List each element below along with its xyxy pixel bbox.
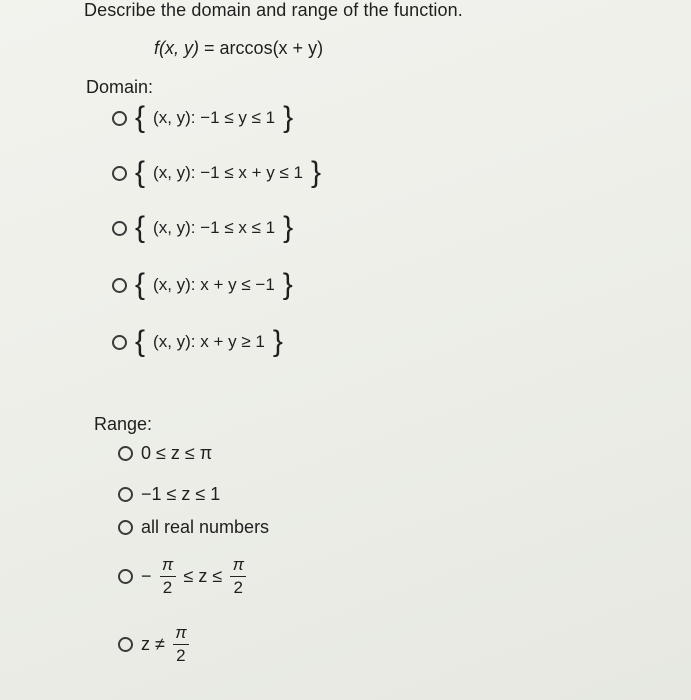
radio-button[interactable] <box>118 446 133 461</box>
range-option-2-text: −1 ≤ z ≤ 1 <box>141 484 221 504</box>
range-option-5[interactable] <box>118 624 189 665</box>
brace-close: } <box>311 156 322 189</box>
range-option-1[interactable] <box>118 443 212 464</box>
domain-option-4-text: (x, y): x + y ≤ −1 <box>153 275 275 294</box>
domain-option-2-text: (x, y): −1 ≤ x + y ≤ 1 <box>153 163 304 182</box>
fraction-denominator: 2 <box>233 577 244 597</box>
range-option-2[interactable] <box>118 484 220 505</box>
radio-button[interactable] <box>112 278 127 293</box>
brace-open: { <box>135 101 146 134</box>
brace-close: } <box>282 268 293 301</box>
domain-option-2[interactable] <box>112 158 321 188</box>
brace-close: } <box>283 101 294 134</box>
fraction-bar <box>160 576 176 577</box>
brace-open: { <box>135 325 146 358</box>
domain-option-5-text: (x, y): x + y ≥ 1 <box>153 332 265 351</box>
range-option-1-text: 0 ≤ z ≤ π <box>141 443 213 463</box>
minus-sign: − <box>141 565 152 586</box>
fraction-numerator: π <box>161 555 174 574</box>
fraction-numerator: π <box>175 623 187 642</box>
radio-button[interactable] <box>112 221 127 236</box>
radio-button[interactable] <box>112 335 127 350</box>
domain-option-1[interactable] <box>112 103 293 133</box>
fraction-denominator: 2 <box>162 577 173 597</box>
range-option-3[interactable] <box>118 517 269 538</box>
radio-button[interactable] <box>112 166 127 181</box>
fraction-numerator: π <box>232 555 244 574</box>
brace-open: { <box>135 211 146 244</box>
fraction-denominator: 2 <box>176 645 186 665</box>
domain-option-5[interactable] <box>112 327 283 357</box>
radio-button[interactable] <box>112 111 127 126</box>
range-option-3-text: all real numbers <box>141 517 270 537</box>
range-option-5-lhs: z ≠ <box>141 633 165 654</box>
fraction-bar <box>230 576 246 577</box>
radio-button[interactable] <box>118 520 133 535</box>
range-label: Range: <box>94 414 153 434</box>
fraction-bar <box>173 644 189 645</box>
inequality-middle: ≤ z ≤ <box>183 565 223 586</box>
brace-open: { <box>135 156 146 189</box>
radio-button[interactable] <box>118 487 133 502</box>
question-text: Describe the domain and range of the function. <box>84 0 463 20</box>
fraction-pi-over-2 <box>160 556 176 597</box>
domain-label: Domain: <box>86 77 154 97</box>
function-rhs: arccos(x + y) <box>219 38 324 58</box>
fraction-pi-over-2 <box>230 556 246 597</box>
range-option-4[interactable] <box>118 556 246 597</box>
domain-option-3[interactable] <box>112 213 293 243</box>
brace-open: { <box>135 268 146 301</box>
brace-close: } <box>283 211 294 244</box>
function-definition <box>154 38 323 59</box>
domain-option-3-text: (x, y): −1 ≤ x ≤ 1 <box>153 218 276 237</box>
radio-button[interactable] <box>118 569 133 584</box>
fraction-pi-over-2 <box>173 624 189 665</box>
domain-option-4[interactable] <box>112 270 293 300</box>
radio-button[interactable] <box>118 637 133 652</box>
function-lhs: f(x, y) <box>154 38 199 58</box>
function-equals: = <box>204 38 215 58</box>
domain-option-1-text: (x, y): −1 ≤ y ≤ 1 <box>153 108 276 127</box>
brace-close: } <box>272 325 283 358</box>
